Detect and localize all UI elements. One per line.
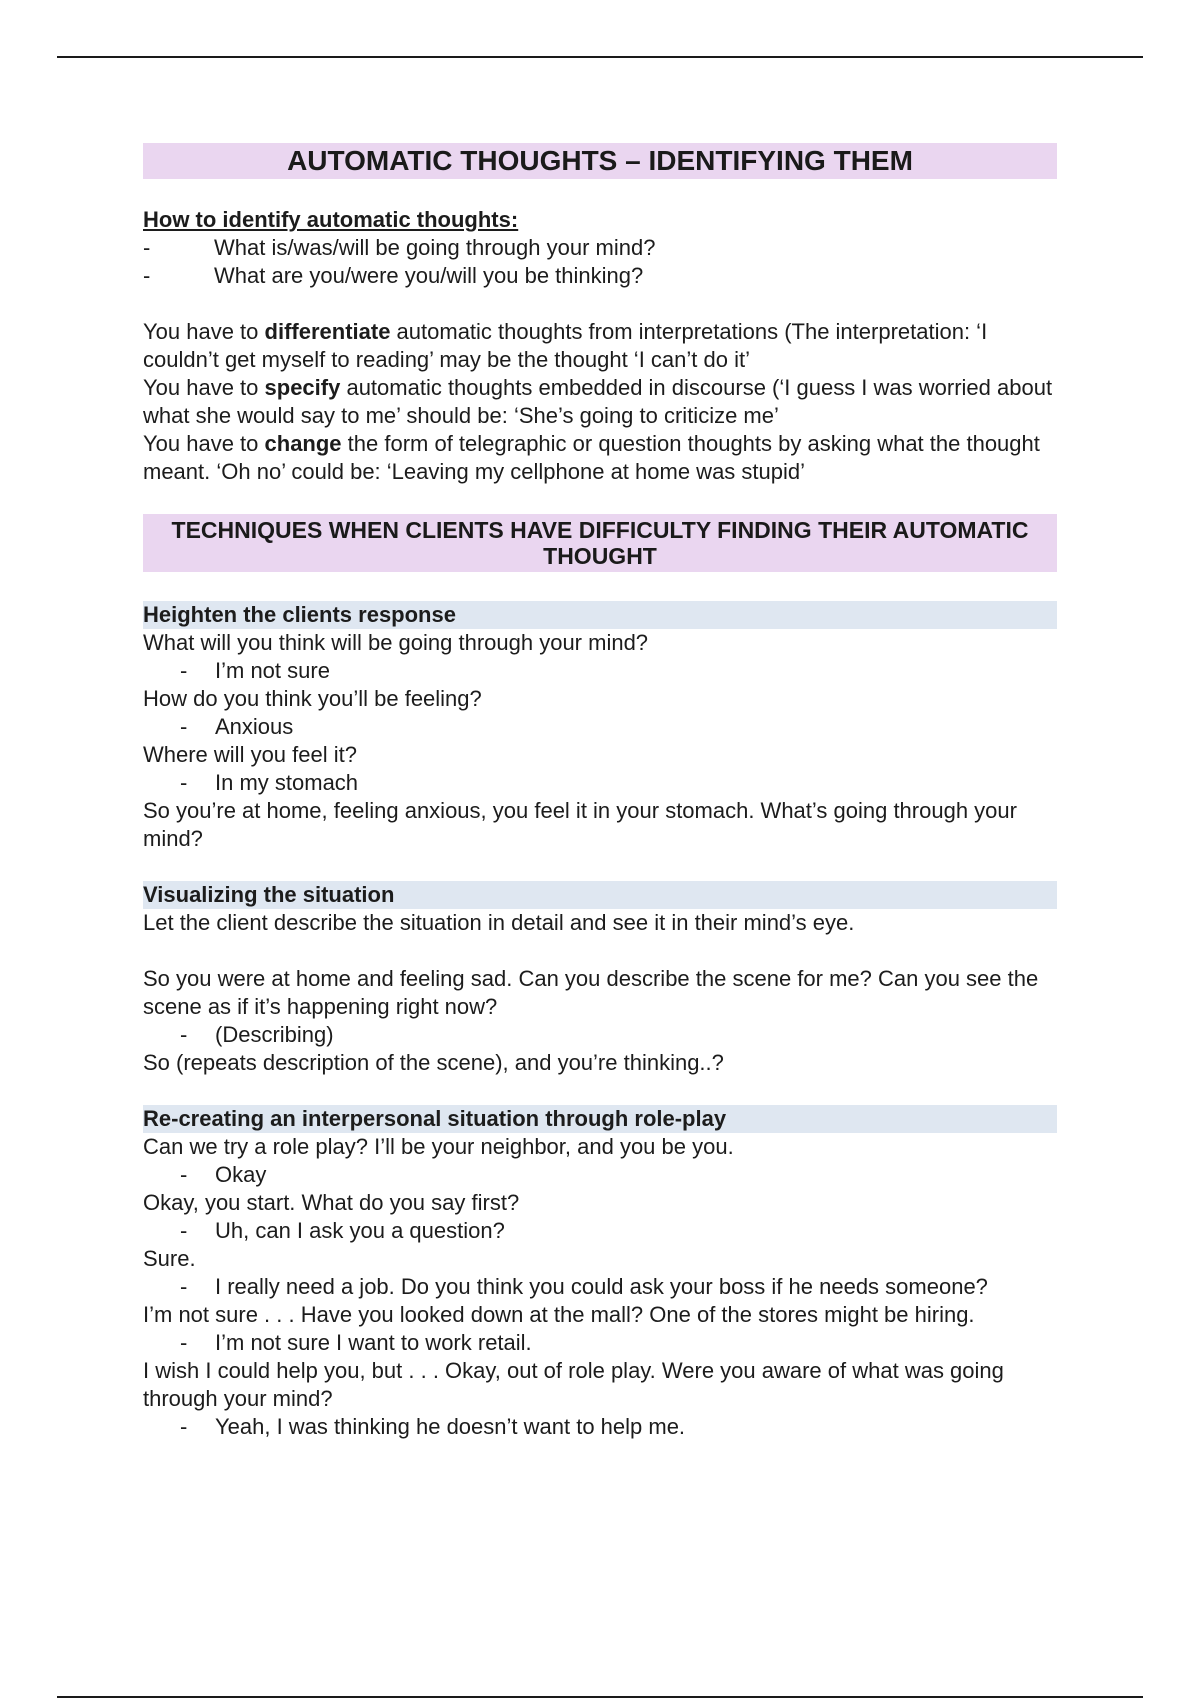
client-response-text: I’m not sure I want to work retail. xyxy=(215,1330,532,1355)
therapist-line: So you were at home and feeling sad. Can you describe the scene for me? Can you see the scene as if it’s happening right now? xyxy=(143,966,1039,1019)
note-change: You have to change the form of telegraphic or question thoughts by asking what the thought meant. ‘Oh no’ could be: ‘Leaving my cellphone at home was stupid’ xyxy=(143,431,1040,484)
client-response xyxy=(143,1021,1057,1049)
note-specify: You have to specify automatic thoughts embedded in discourse (‘I guess I was worried about what she would say to me’ should be: ‘She’s going to criticize me’ xyxy=(143,375,1053,428)
how-to-item xyxy=(143,262,1057,290)
therapist-line: So you’re at home, feeling anxious, you feel it in your stomach. What’s going through your mind? xyxy=(143,798,1017,851)
client-response-text: Okay xyxy=(215,1162,267,1187)
client-response-text: (Describing) xyxy=(215,1022,334,1047)
top-rule xyxy=(57,56,1143,58)
visualizing-intro: Let the client describe the situation in detail and see it in their mind’s eye. xyxy=(143,910,855,935)
dash-bullet: - xyxy=(180,1274,188,1299)
heighten-dialogue xyxy=(143,629,1057,853)
therapist-line: Can we try a role play? I’ll be your neighbor, and you be you. xyxy=(143,1134,734,1159)
client-response xyxy=(143,1217,1057,1245)
dash-bullet: - xyxy=(180,1022,188,1047)
client-response xyxy=(143,657,1057,685)
therapist-line: How do you think you’ll be feeling? xyxy=(143,686,482,711)
client-response xyxy=(143,1273,1057,1301)
client-response xyxy=(143,1413,1057,1441)
therapist-line: I wish I could help you, but . . . Okay, out of role play. Were you aware of what was going through your mind? xyxy=(143,1358,1004,1411)
client-response xyxy=(143,1329,1057,1357)
therapist-line: Okay, you start. What do you say first? xyxy=(143,1190,520,1215)
client-response-text: I really need a job. Do you think you could ask your boss if he needs someone? xyxy=(215,1274,988,1299)
how-to-item xyxy=(143,234,1057,262)
therapist-line: Sure. xyxy=(143,1246,196,1271)
how-to-item-text: What are you/were you/will you be thinking? xyxy=(214,263,644,288)
client-response-text: Anxious xyxy=(215,714,294,739)
how-to-item-text: What is/was/will be going through your mind? xyxy=(214,235,656,260)
how-to-heading: How to identify automatic thoughts: xyxy=(143,207,519,232)
therapist-line: I’m not sure . . . Have you looked down at the mall? One of the stores might be hiring. xyxy=(143,1302,975,1327)
dash-bullet: - xyxy=(180,658,188,683)
client-response-text: In my stomach xyxy=(215,770,359,795)
dash-bullet: - xyxy=(143,263,151,288)
dash-bullet: - xyxy=(180,770,188,795)
document-body xyxy=(143,143,1057,1441)
roleplay-dialogue xyxy=(143,1133,1057,1441)
visualizing-dialogue xyxy=(143,965,1057,1077)
techniques-banner: TECHNIQUES WHEN CLIENTS HAVE DIFFICULTY FINDING THEIR AUTOMATIC THOUGHT xyxy=(143,514,1057,572)
note-differentiate: You have to differentiate automatic thoughts from interpretations (The interpretation: ‘I couldn’t get myself to reading’ may be the thought ‘I can’t do it’ xyxy=(143,319,988,372)
dash-bullet: - xyxy=(180,1218,188,1243)
dash-bullet: - xyxy=(180,714,188,739)
client-response-text: Uh, can I ask you a question? xyxy=(215,1218,505,1243)
client-response xyxy=(143,1161,1057,1189)
client-response xyxy=(143,713,1057,741)
therapist-line: So (repeats description of the scene), and you’re thinking..? xyxy=(143,1050,724,1075)
dash-bullet: - xyxy=(180,1162,188,1187)
client-response-text: Yeah, I was thinking he doesn’t want to help me. xyxy=(215,1414,686,1439)
client-response-text: I’m not sure xyxy=(215,658,330,683)
client-response xyxy=(143,769,1057,797)
dash-bullet: - xyxy=(180,1330,188,1355)
visualizing-heading: Visualizing the situation xyxy=(143,881,1057,909)
therapist-line: Where will you feel it? xyxy=(143,742,357,767)
roleplay-heading: Re-creating an interpersonal situation through role-play xyxy=(143,1105,1057,1133)
heighten-heading: Heighten the clients response xyxy=(143,601,1057,629)
bottom-rule xyxy=(57,1696,1143,1698)
page-title: AUTOMATIC THOUGHTS – IDENTIFYING THEM xyxy=(143,143,1057,179)
dash-bullet: - xyxy=(143,235,151,260)
therapist-line: What will you think will be going through your mind? xyxy=(143,630,649,655)
dash-bullet: - xyxy=(180,1414,188,1439)
